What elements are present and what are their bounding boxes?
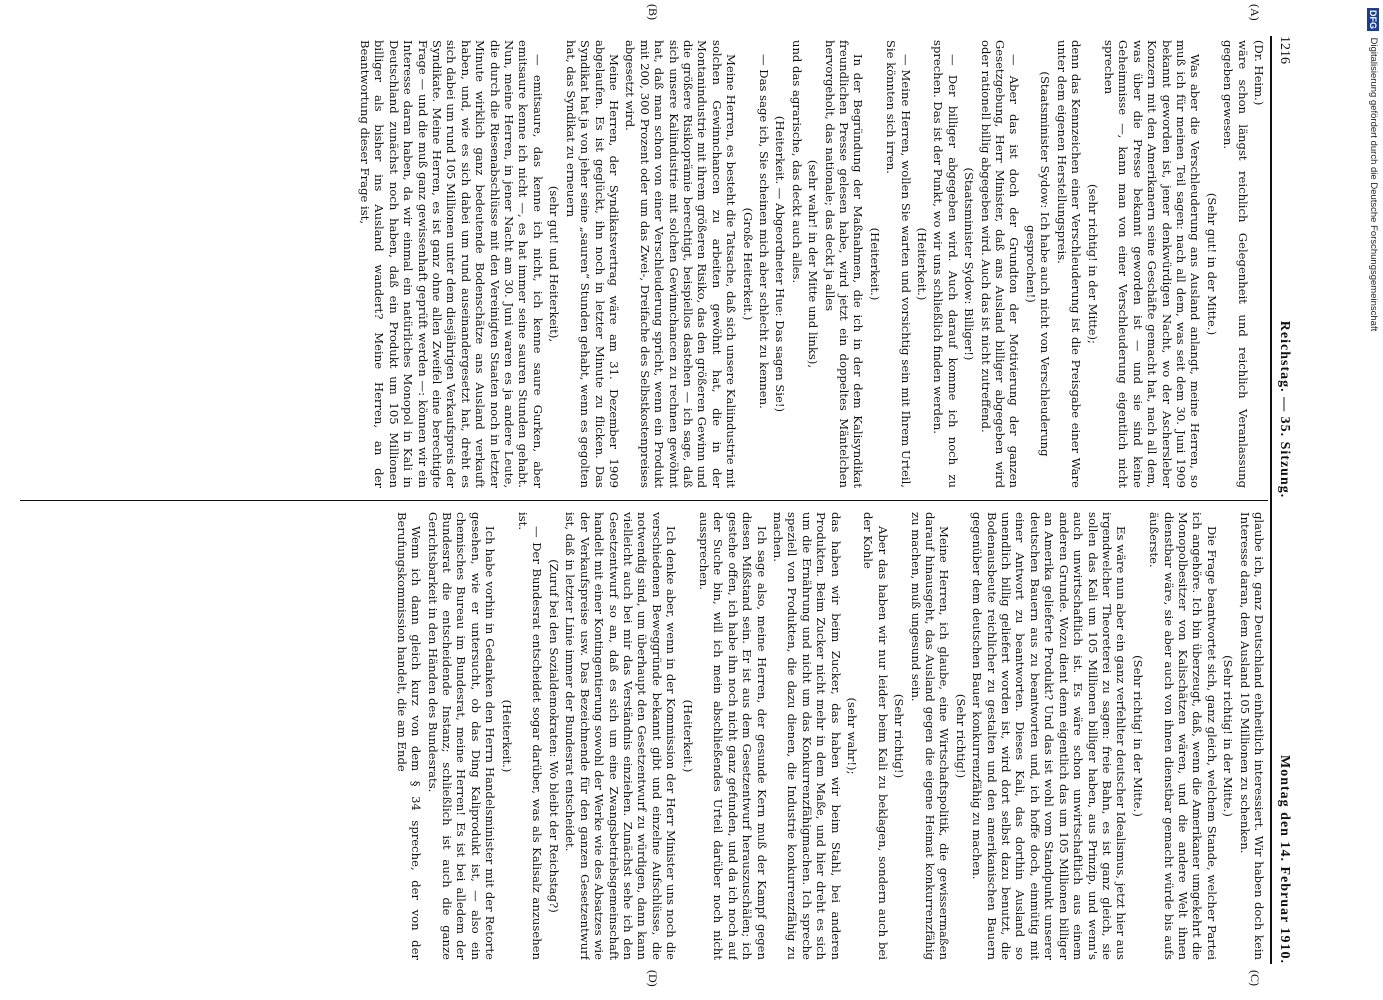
paragraph: Die Frage beantwortet sich, ganz gleich, welchem Stande, welcher Partei ich angehöre. Ich bin überzeugt, daß, wenn die Amerikaner umgekehrt die Monopolbesitzer von Kalischätzen wären, und die andere Welt ihnen dienstbar wäre, sie aber auch von ihnen dienstbar gemacht würde bis aufs äußerste. (1147, 512, 1219, 960)
header-rule (1270, 36, 1272, 964)
margin-marker-b: (B) (646, 4, 660, 20)
paragraph: wäre schon längst reichlich Gelegenheit und reichlich Veranlassung gegeben gewesen. (1221, 40, 1250, 488)
paragraph: Es wäre nun aber ein ganz verfehlter deutscher Idealismus, jetzt hier aus irgendwelcher Theoreterei zu sagen: freie Bahn, es ist ganz gleich, sie sollen das Kali um 105 Millionen billiger haben, aus Prinzip, und wenn's auch unwirtschaftlich ist. Es wäre schon unwirtschaftlich aus einem anderen Grunde. Wozu dient denn eigentlich das um 105 Millionen billiger an Amerika gelieferte Produkt? Und das ist wohl vom Standpunkt unserer deutschen Bauern aus zu beantworten und, ich hoffe doch, einmütig mit einer Antwort zu beantworten. Dieses Kali, das dorthin Ausland so unendlich billig geliefert worden ist, wird dort selbst dazu benutzt, die Bodenausbeute reichlicher zu gestalten und den amerikanischen Bauern gegenüber dem deutschen Bauer konkurrenzfähig zu machen. (970, 512, 1129, 960)
dfg-logo: DFG (1368, 10, 1378, 29)
interjection: (Sehr richtig!) (892, 693, 907, 779)
interjection: (Sehr richtig! in der Mitte.) (1221, 655, 1236, 817)
credit-text: Digitalisierung gefördert durch die Deutsche Forschungsgemeinschaft (1368, 37, 1379, 332)
paragraph: das haben wir beim Zucker, das haben wir beim Stahl, bei anderen Produkten. Beim Zucker nicht mehr in dem Maße, und hier dreht es sich um die Ernährung und nicht um das Konkurrenzfähigmachen. Ich spreche speziell von Produkten, die dazu dienen, die Industrie konkurrenzfähig zu machen. (771, 512, 843, 960)
interjection: (Sehr richtig!) (953, 693, 968, 779)
paragraph: In der Begründung der Maßnahmen, die ich in der dem Kalisyndikat freundlichen Presse gelesen habe, wird jetzt ein doppeltes Mäntelchen hervorgeholt, das nationale; das deckt ja alles (822, 40, 866, 488)
interjection: (Heiterkeit.) (499, 699, 514, 773)
margin-marker-a: (A) (1248, 4, 1262, 21)
interjection: (sehr wahr!); (845, 697, 860, 775)
column-divider (20, 500, 1268, 501)
margin-marker-d: (D) (646, 970, 660, 987)
paragraph: Was aber die Verschleuderung ans Ausland anlangt, meine Herren, so muß ich für meinen Teil sagen: nach all dem, was seit dem 30. Juni 1909 bekannt geworden ist, jener denkwürdigen Nacht, wo der Aschersleber Konzern mit den Amerikanern seine Geschäfte gemacht hat, nach all dem, was über die Presse bekannt geworden ist — und sie sind keine Geheimnisse —, kann man von einer Verschleuderung eigentlich nicht sprechen (1101, 40, 1203, 488)
interjection: (Heiterkeit.) (867, 227, 882, 301)
paragraph: Wenn ich dann gleich kurz von dem § 34 spreche, der von der Berufungskommission handelt, die am Ende (394, 512, 424, 960)
left-column (16, 40, 1266, 488)
paragraph: denn das Kennzeichen einer Verschleuderung ist die Preisgabe einer Ware unter dem eigenen Herstellungspreis. (1054, 40, 1084, 488)
digitization-credit (1367, 8, 1379, 331)
paragraph: glaube ich, ganz Deutschland einheitlich interessiert. Wir haben doch kein Interesse daran, dem Ausland 105 Millionen zu schenken. (1237, 512, 1266, 960)
paragraph: — Das sage ich, Sie scheinen mich aber schlecht zu kennen. (757, 54, 771, 409)
page-number: 1216 (1277, 36, 1292, 64)
header-title: Reichstag. — 35. Sitzung. (1277, 320, 1292, 499)
paragraph: — Aber das ist doch der Grundton der Motivierung der ganzen Gesetzgebung, Herr Minister, daß ans Ausland billiger abgegeben wird oder rationell billig abgegeben wird. Auch das ist nicht zutreffend. (978, 40, 1022, 488)
interjection: (Heiterkeit.) (680, 699, 695, 773)
paragraph: Ich habe vorhin in Gedanken den Herrn Handelsminister mit der Retorte gesehen, wie er untersucht, ob das Ding Kaliprodukt ist, — also ein chemisches Bureau im Bundesrat, meine Herren! Es ist bei alledem der Bundesrat die entscheidende Instanz; schließlich ist auch die ganze Gerichtsbarkeit in den Händen des Bundesrats. (425, 512, 498, 960)
interjection: (Heiterkeit. — Abgeordneter Hue: Das sagen Sie!) (773, 115, 788, 413)
paragraph: Aber das haben wir nur leider beim Kali zu beklagen, sondern auch bei der Kohle (861, 512, 890, 960)
page-header (1276, 36, 1302, 964)
interjection: (Große Heiterkeit.) (740, 207, 755, 321)
paragraph: und das agrarische, das deckt auch alles. (789, 40, 804, 284)
margin-marker-c: (C) (1248, 970, 1262, 986)
paragraph: Ich denke aber, wenn in der Kommission der Herr Minister uns noch die verschiedenen Beweggründe bekannt gibt und einzelne Aufschlüsse, die notwendig sind, um überhaupt den Gesetzentwurf zu würdigen, dann kann vielleicht auch bei mir das Verständnis einziehen. Zunächst sehe ich den Gesetzentwurf so an, daß es sich um eine Zwangsbetriebsgemeinschaft handelt mit einer Kontingentierung sowohl der Werke wie des Absatzes wie der Verkaufspreise usw. Das Bezeichnende für den ganzen Gesetzentwurf ist, daß in letzter Linie immer der Bundesrat entscheidet. (563, 512, 679, 960)
interjection: (Sehr gut! in der Mitte.) (1204, 192, 1219, 336)
interjection: (Staatsminister Sydow: Billiger!) (962, 167, 977, 361)
paragraph: Meine Herren, es besteht die Tatsache, daß sich unsere Kaliindustrie mit solchen Gewinnchancen zu arbeiten gewöhnt hat, die in der Montanindustrie mit ihrem größeren Risiko, das den größeren Gewinn und die größere Risikoprämie berechtigt, beispiellos dastehen — ich sage, daß sich unsere Kaliindustrie mit solchen Gewinnchancen zu rechnen gewöhnt hat, daß man schon von einer Verschleuderung spricht, wenn ein Produkt mit 200, 300 Prozent oder um das Zwei-, Dreifache des Selbstkostenpreises abgesetzt wird. (623, 40, 739, 488)
paragraph: Meine Herren, der Syndikatsvertrag wäre am 31. Dezember 1909 abgelaufen. Es ist geglückt, ihn noch in letzter Minute zu flicken. Das Syndikat hat ja von jeher seine „sauren“ Stunden gehabt, wenn es gegolten hat, das Syndikat zu erneuern (563, 40, 621, 488)
header-date: Montag den 14. Februar 1910. (1277, 755, 1292, 964)
paragraph: — Der billiger abgegeben wird. Auch darauf komme ich noch zu sprechen. Das ist der Punkt, wo wir uns schließlich finden werden. (931, 40, 960, 488)
interjection: (Zuruf bei den Sozialdemokraten: Wo bleibt der Reichstag?) (546, 559, 561, 913)
paragraph: Meine Herren, ich glaube, eine Wirtschaftspolitik, die gewissermaßen darauf hinausgeht, das Ausland gegen die eigene Heimat konkurrenzfähig zu machen, muß ungesund sein. (908, 512, 952, 960)
interjection: (sehr richtig! in der Mitte); (1085, 184, 1100, 344)
speaker-ref: (Dr. Heim.) (1252, 40, 1266, 106)
interjection: (Staatsminister Sydow: Ich habe auch nicht von Verschleuderung gesprochen!) (1023, 71, 1053, 457)
paragraph: — emitsaure, das kenne ich nicht, ich kenne saure Gurken, aber emitsaure kenne ich nicht —, es hat immer seine sauren Stunden gehabt. Nun, meine Herren, in jener Nacht am 30. Juni waren es ja andere Leute, die durch die Riesenabschlüsse mit den Vereinigten Staaten noch in letzter Minute wirklich ganz bedeutende Bodenschätze ans Ausland verkauft haben, und, wie es sich dabei um rund auseinandergesetzt hat, dreht es sich dabei um rund 105 Millionen unter dem diesjährigen Verkaufspreis der Syndikate. Meine Herren, es ist ganz ohne allen Zweifel eine berechtigte Frage — und die muß ganz gewissenhaft geprüft werden —: können wir ein Interesse daran haben, da wir einmal ein natürliches Monopol in Kali in Deutschland zunächst noch haben, daß ein Produkt um 105 Millionen billiger als bisher ins Ausland wandert? Meine Herren, an der Beantwortung dieser Frage ist, (358, 40, 545, 488)
right-column (16, 512, 1266, 960)
interjection: (sehr gut! und Heiterkeit), (547, 185, 562, 343)
paragraph: — Meine Herren, wollen Sie warten und vorsichtig sein mit Ihrem Urteil, Sie könnten sich irren. (884, 40, 913, 488)
interjection: (Sehr richtig! in der Mitte.) (1130, 655, 1145, 817)
paragraph: Ich sage also, meine Herren, der gesunde Kern muß der Kampf gegen diesen Mißstand sein. Er ist aus dem Gesetzentwurf herauszuschälen; ich gestehe offen, ich habe ihn noch nicht ganz gefunden, und da ich noch auf der Suche bin, will ich mein abschließendes Urteil darüber noch nicht aussprechen. (696, 512, 769, 960)
interjection: (Heiterkeit.) (915, 227, 930, 301)
interjection: (sehr wahr! in der Mitte und links), (806, 159, 821, 369)
paragraph: — Der Bundesrat entscheidet sogar darüber, was als Kalisalz anzusehen ist. (516, 512, 545, 960)
